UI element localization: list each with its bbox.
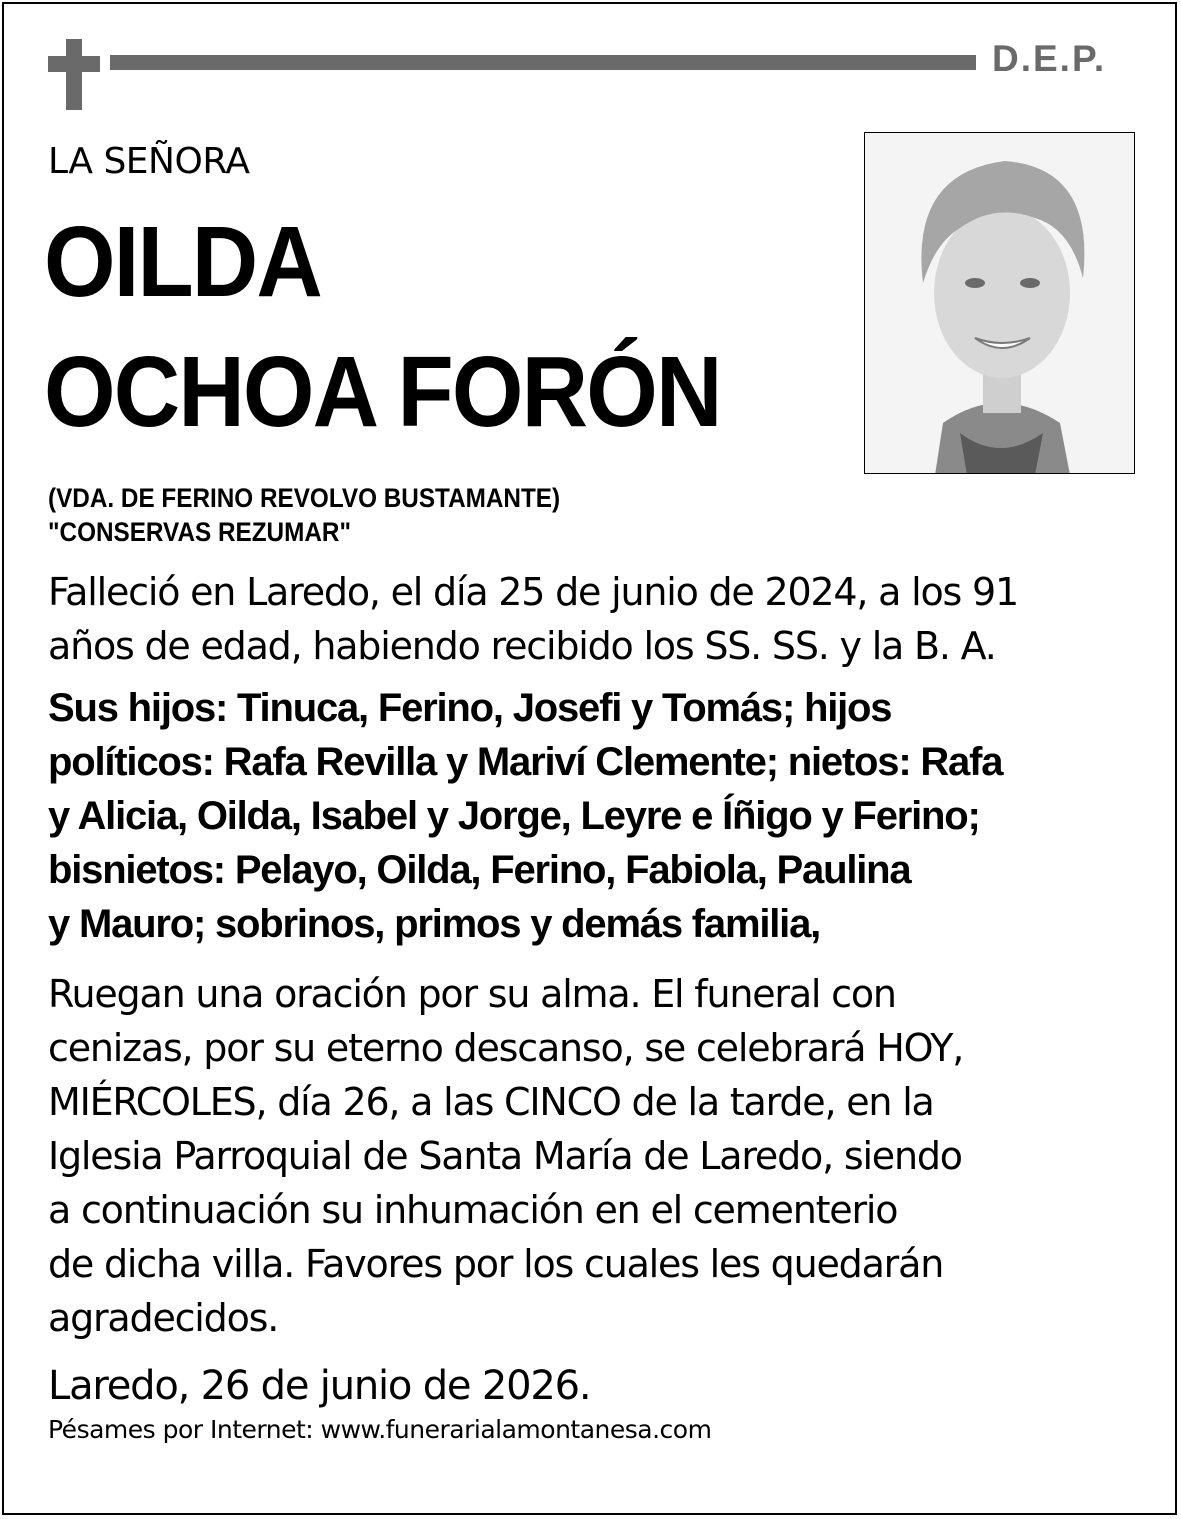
portrait-illustration	[865, 133, 1135, 474]
text-line: Sus hijos: Tinuca, Ferino, Josefi y Tomás; hijos	[48, 686, 892, 730]
place-date	[48, 1359, 1138, 1413]
text-line: y Mauro; sobrinos, primos y demás familia,	[48, 902, 821, 946]
salutation: LA SEÑORA	[48, 141, 250, 182]
header-rule	[110, 55, 976, 70]
text-line: a continuación su inhumación en el cementerio	[48, 1188, 898, 1232]
text-line: cenizas, por su eterno descanso, se celebrará HOY,	[48, 1026, 964, 1070]
text-line: bisnietos: Pelayo, Oilda, Ferino, Fabiola, Paulina	[48, 848, 911, 892]
dep-label: D.E.P.	[992, 38, 1107, 79]
funeral-paragraph	[48, 967, 1138, 1345]
text-line: Falleció en Laredo, el día 25 de junio de 2024, a los 91	[48, 570, 1018, 614]
text-line: Iglesia Parroquial de Santa María de Laredo, siendo	[48, 1134, 962, 1178]
company-line: "CONSERVAS REZUMAR"	[48, 517, 351, 547]
text-line: años de edad, habiendo recibido los SS. SS. y la B. A.	[48, 624, 996, 668]
deceased-surname: OCHOA FORÓN	[44, 336, 721, 448]
death-notice-paragraph	[48, 565, 1138, 673]
condolences-footer: Pésames por Internet: www.funerarialamontanesa.com	[48, 1415, 712, 1444]
text-line: y Alicia, Oilda, Isabel y Jorge, Leyre e Íñigo y Ferino;	[48, 794, 980, 838]
widow-of-line: (VDA. DE FERINO REVOLVO BUSTAMANTE)	[48, 483, 561, 513]
portrait-photo	[864, 132, 1135, 474]
text-line: Ruegan una oración por su alma. El funeral con	[48, 972, 896, 1016]
text-line: políticos: Rafa Revilla y Mariví Clemente; nietos: Rafa	[48, 740, 1003, 784]
deceased-first-name: OILDA	[44, 206, 322, 318]
text-line: de dicha villa. Favores por los cuales les quedarán	[48, 1242, 944, 1286]
family-paragraph	[48, 681, 1138, 951]
text-line: MIÉRCOLES, día 26, a las CINCO de la tarde, en la	[48, 1080, 934, 1124]
text-line: agradecidos.	[48, 1296, 279, 1340]
place-date-text: Laredo, 26 de junio de 2026.	[48, 1363, 591, 1409]
